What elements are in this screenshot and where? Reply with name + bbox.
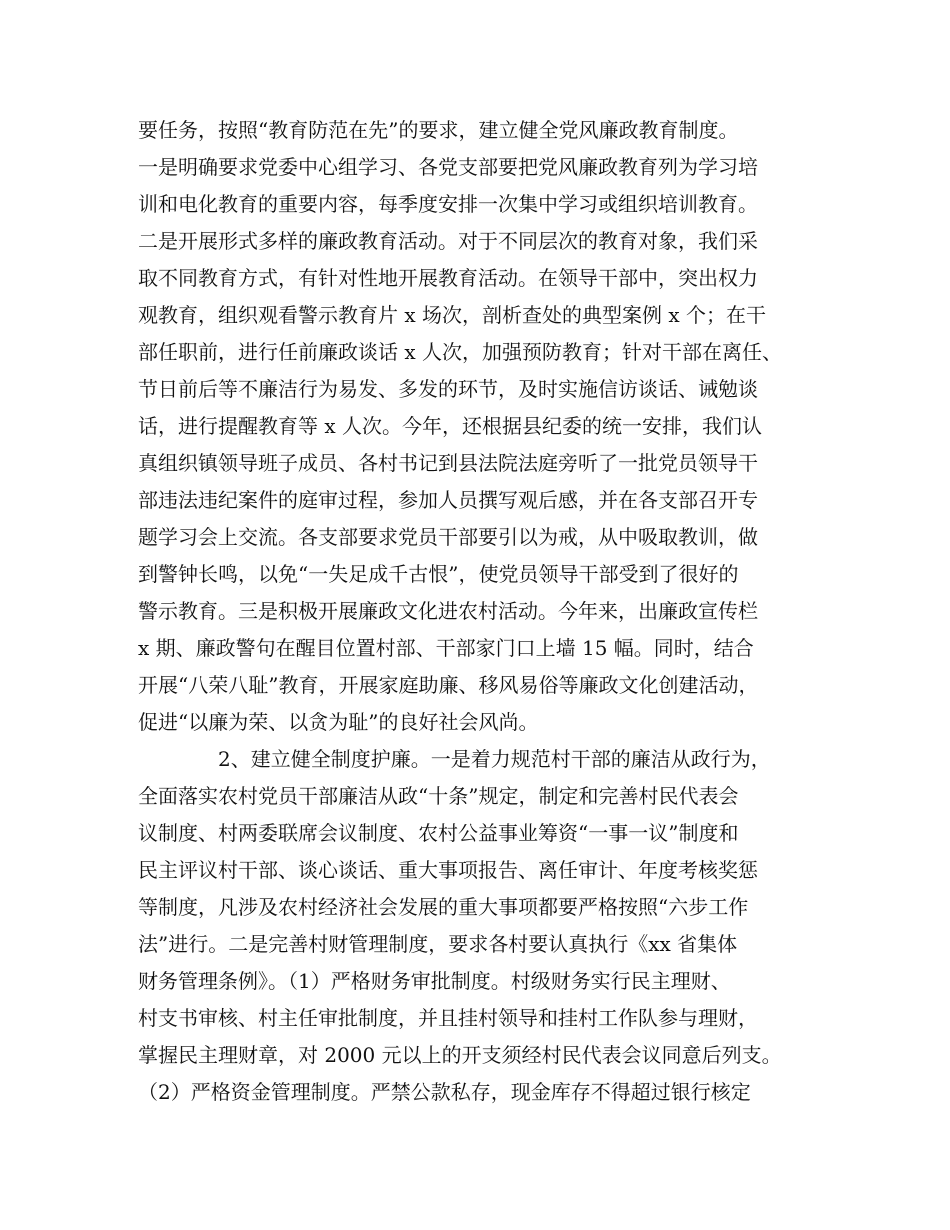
text-line: 题学习会上交流。各支部要求党员干部要引以为戒，从中吸取教训，做 xyxy=(138,525,758,549)
text-line: 部任职前，进行任前廉政谈话 x 人次，加强预防教育；针对干部在离任、 xyxy=(138,340,782,364)
text-line: 节日前后等不廉洁行为易发、多发的环节，及时实施信访谈话、诫勉谈 xyxy=(138,377,758,401)
paragraph-start-line: 2、建立健全制度护廉。一是着力规范村干部的廉洁从政行为， xyxy=(218,747,771,771)
text-line: 一是明确要求党委中心组学习、各党支部要把党风廉政教育列为学习培 xyxy=(138,155,758,179)
text-line: 话，进行提醒教育等 x 人次。今年，还根据县纪委的统一安排，我们认 xyxy=(138,414,762,438)
text-line: x 期、廉政警句在醒目位置村部、干部家门口上墙 15 幅。同时，结合 xyxy=(138,636,754,660)
text-line: 财务管理条例》。（1）严格财务审批制度。村级财务实行民主理财、 xyxy=(138,969,731,993)
text-line: （2）严格资金管理制度。严禁公款私存，现金库存不得超过银行核定 xyxy=(138,1080,751,1104)
document-body xyxy=(138,112,828,1111)
text-line: 等制度，凡涉及农村经济社会发展的重大事项都要严格按照“六步工作 xyxy=(138,895,749,919)
text-line: 观教育，组织观看警示教育片 x 场次，剖析查处的典型案例 x 个；在干 xyxy=(138,303,766,327)
text-line: 真组织镇领导班子成员、各村书记到县法院法庭旁听了一批党员领导干 xyxy=(138,451,758,475)
text-line: 民主评议村干部、谈心谈话、重大事项报告、离任审计、年度考核奖惩 xyxy=(138,858,758,882)
text-line: 村支书审核、村主任审批制度，并且挂村领导和挂村工作队参与理财， xyxy=(138,1006,758,1030)
text-line: 法”进行。二是完善村财管理制度，要求各村要认真执行《xx 省集体 xyxy=(138,932,738,956)
text-line: 全面落实农村党员干部廉洁从政“十条”规定，制定和完善村民代表会 xyxy=(138,784,739,808)
text-line: 取不同教育方式，有针对性地开展教育活动。在领导干部中，突出权力 xyxy=(138,266,758,290)
text-line: 部违法违纪案件的庭审过程，参加人员撰写观后感，并在各支部召开专 xyxy=(138,488,758,512)
text-line: 开展“八荣八耻”教育，开展家庭助廉、移风易俗等廉政文化创建活动， xyxy=(138,673,759,697)
text-line: 到警钟长鸣，以免“一失足成千古恨”，使党员领导干部受到了很好的 xyxy=(138,562,739,586)
text-line: 促进“以廉为荣、以贪为耻”的良好社会风尚。 xyxy=(138,710,539,734)
text-line: 掌握民主理财章，对 2000 元以上的开支须经村民代表会议同意后列支。 xyxy=(138,1043,782,1067)
text-line: 议制度、村两委联席会议制度、农村公益事业筹资“一事一议”制度和 xyxy=(138,821,739,845)
text-line: 要任务，按照“教育防范在先”的要求，建立健全党风廉政教育制度。 xyxy=(138,118,739,142)
text-line: 训和电化教育的重要内容，每季度安排一次集中学习或组织培训教育。 xyxy=(138,192,758,216)
text-line: 警示教育。三是积极开展廉政文化进农村活动。今年来，出廉政宣传栏 xyxy=(138,599,758,623)
text-line: 二是开展形式多样的廉政教育活动。对于不同层次的教育对象，我们采 xyxy=(138,229,758,253)
